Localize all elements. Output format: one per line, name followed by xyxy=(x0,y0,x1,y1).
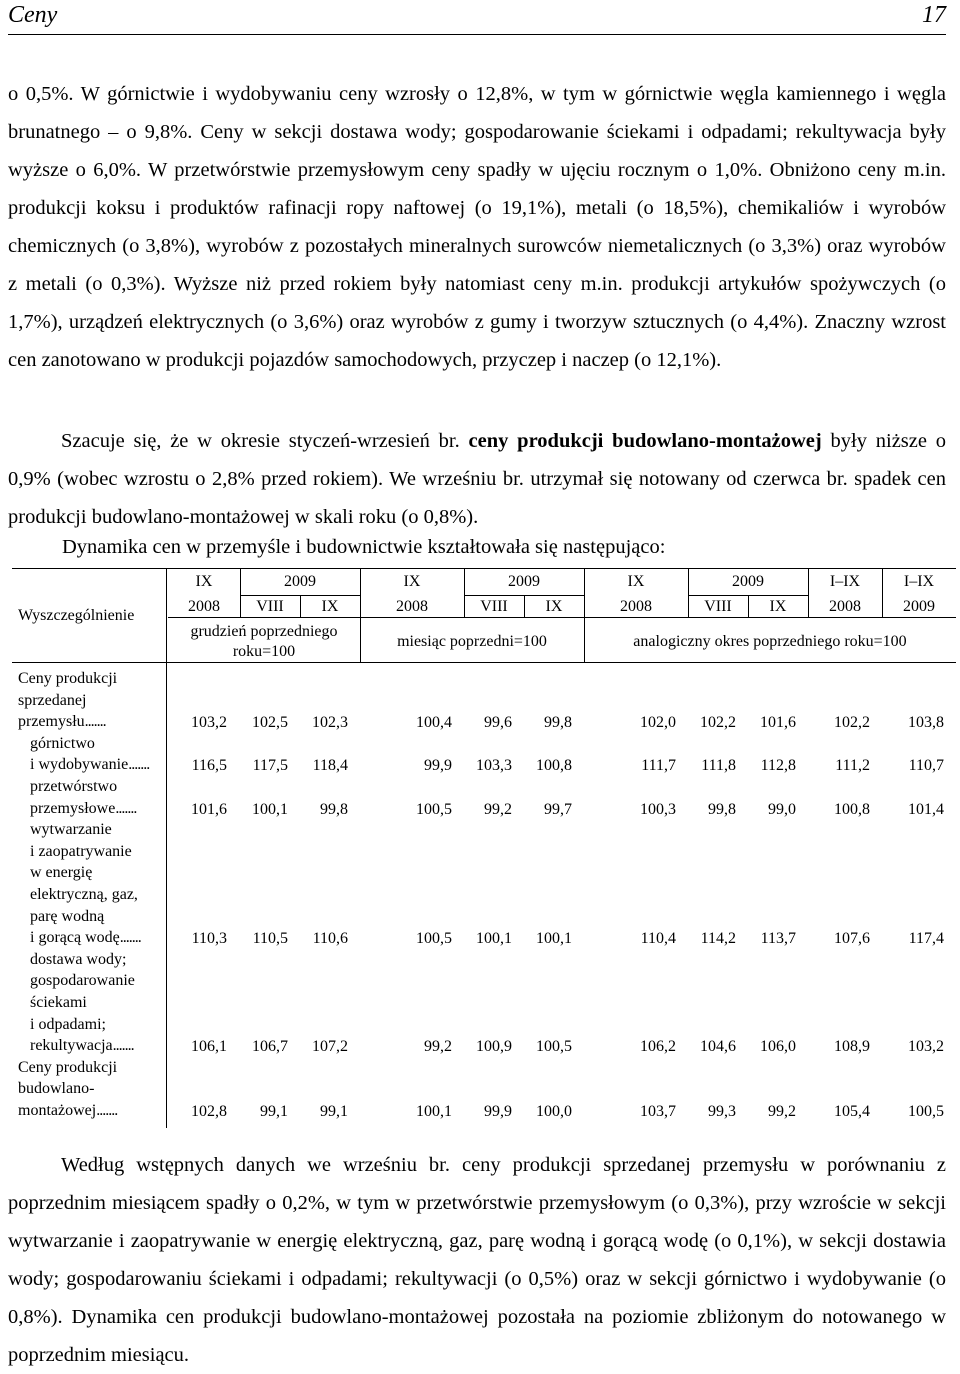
section-title: Ceny xyxy=(8,2,58,28)
table-cell: 100,1 xyxy=(416,1103,452,1120)
table-cell: 100,0 xyxy=(536,1103,572,1120)
row-label-line: Ceny produkcji xyxy=(18,1058,118,1076)
table-cell: 99,9 xyxy=(424,757,452,775)
table-cell: 110,4 xyxy=(640,930,676,948)
row-label-line: górnictwo xyxy=(30,734,95,752)
col-head-sub: VIII xyxy=(704,598,732,615)
row-label-line: przetwórstwo xyxy=(30,778,118,795)
table-cell: 111,7 xyxy=(641,757,676,775)
table-cell: 100,3 xyxy=(640,800,676,818)
table-cell: 111,2 xyxy=(835,757,870,775)
col-head-top: IX xyxy=(627,573,645,590)
row-label-line: sprzedanej xyxy=(18,691,87,709)
leader-dots: ....... xyxy=(112,1037,134,1055)
row-label-line: gospodarowanie xyxy=(30,972,135,990)
table-cell: 108,9 xyxy=(834,1038,870,1056)
col-head-sub: 2008 xyxy=(396,598,428,615)
table-cell: 117,4 xyxy=(908,930,944,948)
table-cell: 104,6 xyxy=(700,1038,736,1056)
leader-dots: ....... xyxy=(119,929,141,947)
table-cell: 106,1 xyxy=(191,1038,227,1056)
paragraph-construction-prices xyxy=(8,422,946,536)
table-cell: 110,7 xyxy=(908,757,944,775)
table-cell: 99,0 xyxy=(768,800,796,818)
table-cell: 110,3 xyxy=(191,930,227,948)
row-label-line: i wydobywanie....... xyxy=(30,756,150,774)
row-label-line: w energię xyxy=(30,864,93,882)
row-label xyxy=(30,819,172,949)
col-head-sub: IX xyxy=(545,598,563,615)
table-cell: 99,9 xyxy=(484,1103,512,1120)
col-head-top: I–IX xyxy=(903,573,935,590)
col-head-top: I–IX xyxy=(829,573,861,590)
row-label xyxy=(18,1057,160,1122)
table-cell: 118,4 xyxy=(312,757,348,775)
table-cell: 112,8 xyxy=(760,757,796,775)
leader-dots: ....... xyxy=(84,713,106,731)
row-label xyxy=(30,733,172,776)
leader-dots: ....... xyxy=(128,756,150,774)
col-head-sub: VIII xyxy=(480,598,508,615)
table-cell: 106,2 xyxy=(640,1038,676,1056)
table-cell: 100,1 xyxy=(536,930,572,948)
row-label-line: dostawa wody; xyxy=(30,950,127,968)
table-cell: 100,8 xyxy=(536,757,572,775)
page-number: 17 xyxy=(922,2,946,28)
row-label-line: rekultywacja....... xyxy=(30,1037,134,1055)
paragraph-prices-industry: o 0,5%. W górnictwie i wydobywaniu ceny wzrosły o 12,8%, w tym w górnictwie węgla kamiennego i węgla brunatnego – o 9,8%. Ceny w sekcji dostawa wody; gospodarowanie ściekami i odpadami; rekultywacja były wyższe o 6,0%. W przetwórstwie przemysłowym ceny spadły w ujęciu rocznym o 1,0%. Obniżono ceny m.in. produkcji koksu i produktów rafinacji ropy naftowej (o 19,1%), metali (o 18,5%), chemikaliów i wyrobów chemicznych (o 3,8%), wyrobów z pozostałych mineralnych surowców niemetalicznych (o 3,3%) oraz wyrobów z metali (o 0,3%). Wyższe niż przed rokiem były natomiast ceny m.in. produkcji artykułów spożywczych (o 1,7%), urządzeń elektrycznych (o 3,6%) oraz wyrobów z gumy i tworzyw sztucznych (o 4,4%). Znaczny wzrost cen zanotowano w produkcji pojazdów samochodowych, przyczep i naczep (o 12,1%). xyxy=(8,83,946,371)
table-cell: 101,6 xyxy=(191,800,227,818)
col-head-sub: 2009 xyxy=(903,598,935,615)
table-cell: 99,1 xyxy=(320,1103,348,1120)
col-head-top: 2009 xyxy=(508,573,540,590)
table-cell: 100,5 xyxy=(416,800,452,818)
table-cell: 100,5 xyxy=(416,930,452,948)
table-cell: 106,7 xyxy=(252,1038,288,1056)
row-label-line: elektryczną, gaz, xyxy=(30,885,138,903)
price-dynamics-table xyxy=(12,568,956,1128)
page-header xyxy=(8,0,946,35)
row-label-line: ściekami xyxy=(30,993,87,1011)
base-label-previous-year: analogiczny okres poprzedniego roku=100 xyxy=(633,633,907,650)
table-cell: 99,8 xyxy=(544,714,572,732)
table-cell: 99,6 xyxy=(484,714,512,732)
table-cell: 102,0 xyxy=(640,714,676,732)
table-cell: 102,2 xyxy=(700,714,736,732)
table-caption: Dynamika cen w przemyśle i budownictwie kształtowała się następująco: xyxy=(62,536,666,558)
table-cell: 99,2 xyxy=(424,1038,452,1056)
table-cell: 100,5 xyxy=(908,1103,944,1120)
col-head-top: IX xyxy=(195,573,213,590)
table-cell: 105,4 xyxy=(834,1103,870,1120)
col-head-top: 2009 xyxy=(732,573,764,590)
paragraph-monthly-prices xyxy=(8,1146,946,1374)
table-cell: 100,9 xyxy=(476,1038,512,1056)
row-label-line: przemysłu....... xyxy=(18,713,106,731)
row-label-line: parę wodną xyxy=(30,907,105,925)
table-cell: 113,7 xyxy=(760,930,796,948)
col-head-top: 2009 xyxy=(284,573,316,590)
table-cell: 107,6 xyxy=(834,930,870,948)
row-label-line: montażowej....... xyxy=(18,1101,118,1119)
col-head-sub: IX xyxy=(321,598,339,615)
row-label xyxy=(18,668,160,733)
table-cell: 101,6 xyxy=(760,714,796,732)
table-cell: 102,8 xyxy=(191,1103,227,1120)
table-cell: 103,2 xyxy=(908,1038,944,1056)
row-label xyxy=(30,776,172,819)
table-cell: 102,2 xyxy=(834,714,870,732)
table-cell: 100,1 xyxy=(252,800,288,818)
paragraph-monthly-text: Według wstępnych danych we wrześniu br. ceny produkcji sprzedanej przemysłu w porównaniu z poprzednim miesiącem spadły o 0,2%, w tym w przetwórstwie przemysłowym (o 0,3%), przy wzroście w sekcji wytwarzanie i zaopatrywanie w energię elektryczną, gaz, parę wodną i gorącą wodę (o 0,1%), w sekcji dostawia wody; gospodarowaniu ściekami i odpadami; rekultywacji (o 0,5%) oraz w sekcji górnictwo i wydobywanie (o 0,8%). Dynamika cen produkcji budowlano-montażowej pozostała na poziomie zbliżonym do notowanego w poprzednim miesiącu. xyxy=(8,1154,946,1366)
table-cell: 99,8 xyxy=(708,800,736,818)
header-label: Wyszczególnienie xyxy=(18,607,135,624)
table-cell: 103,2 xyxy=(191,714,227,732)
col-head-sub: 2008 xyxy=(620,598,652,615)
row-label-line: wytwarzanie xyxy=(30,821,112,839)
leader-dots: ....... xyxy=(115,799,137,817)
col-head-top: IX xyxy=(403,573,421,590)
row-label-line: przemysłowe....... xyxy=(30,799,137,817)
table-cell: 101,4 xyxy=(908,800,944,818)
col-head-sub: 2008 xyxy=(829,598,861,615)
row-label-line: budowlano- xyxy=(18,1080,95,1098)
table-cell: 114,2 xyxy=(700,930,736,948)
table-cell: 111,8 xyxy=(701,757,736,775)
table-cell: 100,1 xyxy=(476,930,512,948)
row-label-line: Ceny produkcji xyxy=(18,670,118,687)
paragraph-construction-bold: ceny produkcji budowlano-montażowej xyxy=(468,430,822,452)
base-label-previous-month: miesiąc poprzedni=100 xyxy=(397,633,547,650)
row-label-line: i gorącą wodę....... xyxy=(30,929,141,947)
paragraph-construction-after: były niższe o 0,9% (wobec wzrostu o 2,8% przed rokiem). We wrześniu br. utrzymał się notowany od czerwca br. spadek cen produkcji budowlano-montażowej w skali roku (o 0,8%). xyxy=(8,430,946,528)
col-head-sub: VIII xyxy=(256,598,284,615)
table-cell: 102,5 xyxy=(252,714,288,732)
table-cell: 99,1 xyxy=(260,1103,288,1120)
col-head-sub: IX xyxy=(769,598,787,615)
table-cell: 103,8 xyxy=(908,714,944,732)
row-label xyxy=(30,949,172,1057)
table-cell: 110,6 xyxy=(312,930,348,948)
table-cell: 99,8 xyxy=(320,800,348,818)
base-label-december: grudzień poprzedniego roku=100 xyxy=(190,623,338,660)
leader-dots: ....... xyxy=(96,1101,118,1119)
table-cell: 99,2 xyxy=(484,800,512,818)
table-cell: 107,2 xyxy=(312,1038,348,1056)
table-cell: 117,5 xyxy=(252,757,288,775)
table-cell: 110,5 xyxy=(252,930,288,948)
table-cell: 100,5 xyxy=(536,1038,572,1056)
paragraph-construction-before: Szacuje się, że w okresie styczeń-wrzesień br. xyxy=(61,430,469,452)
table-cell: 106,0 xyxy=(760,1038,796,1056)
table-cell: 99,3 xyxy=(708,1103,736,1120)
table-cell: 102,3 xyxy=(312,714,348,732)
table-cell: 103,7 xyxy=(640,1103,676,1120)
table-cell: 100,8 xyxy=(834,800,870,818)
table-cell: 103,3 xyxy=(476,757,512,775)
table-cell: 99,7 xyxy=(544,800,572,818)
col-head-sub: 2008 xyxy=(188,598,220,615)
row-label-line: i zaopatrywanie xyxy=(30,842,132,860)
table-cell: 100,4 xyxy=(416,714,452,732)
row-label-line: i odpadami; xyxy=(30,1015,106,1033)
table-cell: 99,2 xyxy=(768,1103,796,1120)
table-cell: 116,5 xyxy=(191,757,227,775)
